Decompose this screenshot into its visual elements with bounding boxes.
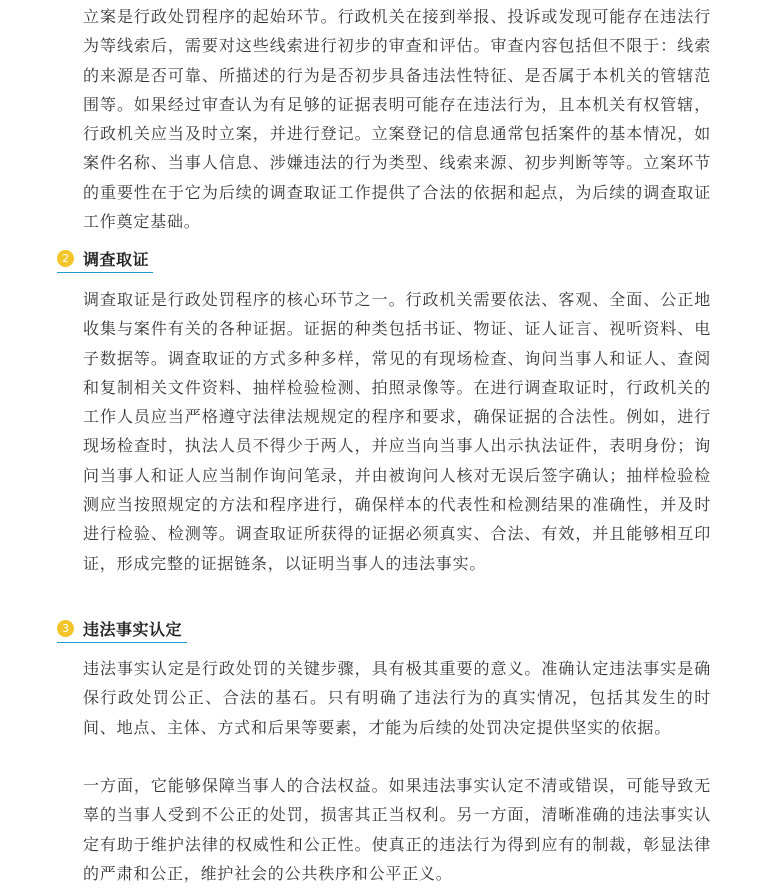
section-title: 违法事实认定	[83, 619, 183, 639]
section-heading-determination	[57, 614, 187, 643]
paragraph-determination-2: 一方面，它能够保障当事人的合法权益。如果违法事实认定不清或错误，可能导致无辜的当事人受到不公正的处罚，损害其正当权利。另一方面，清晰准确的违法事实认定有助于维护法律的权威性和公正性。使真正的违法行为得到应有的制裁，彰显法律的严肃和公正，维护社会的公共秩序和公平正义。	[83, 776, 711, 883]
paragraph-investigation: 调查取证是行政处罚程序的核心环节之一。行政机关需要依法、客观、全面、公正地收集与案件有关的各种证据。证据的种类包括书证、物证、证人证言、视听资料、电子数据等。调查取证的方式多种多样，常见的有现场检查、询问当事人和证人、查阅和复制相关文件资料、抽样检验检测、拍照录像等。在进行调查取证时，行政机关的工作人员应当严格遵守法律法规规定的程序和要求，确保证据的合法性。例如，进行现场检查时，执法人员不得少于两人，并应当向当事人出示执法证件，表明身份；询问当事人和证人应当制作询问笔录，并由被询问人核对无误后签字确认；抽样检验检测应当按照规定的方法和程序进行，确保样本的代表性和检测结果的准确性，并及时进行检验、检测等。调查取证所获得的证据必须真实、合法、有效，并且能够相互印证，形成完整的证据链条，以证明当事人的违法事实。	[83, 290, 711, 573]
section-number-badge: 2	[57, 250, 74, 267]
section-heading-investigation	[57, 244, 153, 273]
paragraph-intro: 立案是行政处罚程序的起始环节。行政机关在接到举报、投诉或发现可能存在违法行为等线索后，需要对这些线索进行初步的审查和评估。审查内容包括但不限于：线索的来源是否可靠、所描述的行为是否初步具备违法性特征、是否属于本机关的管辖范围等。如果经过审查认为有足够的证据表明可能存在违法行为，且本机关有权管辖，行政机关应当及时立案，并进行登记。立案登记的信息通常包括案件的基本情况，如案件名称、当事人信息、涉嫌违法的行为类型、线索来源、初步判断等等。立案环节的重要性在于它为后续的调查取证工作提供了合法的依据和起点，为后续的调查取证工作奠定基础。	[83, 7, 711, 232]
paragraph-determination-1: 违法事实认定是行政处罚的关键步骤，具有极其重要的意义。准确认定违法事实是确保行政处罚公正、合法的基石。只有明确了违法行为的真实情况，包括其发生的时间、地点、主体、方式和后果等要素，才能为后续的处罚决定提供坚实的依据。	[83, 659, 711, 737]
section-number-badge: 3	[57, 620, 74, 637]
section-title: 调查取证	[83, 249, 150, 269]
